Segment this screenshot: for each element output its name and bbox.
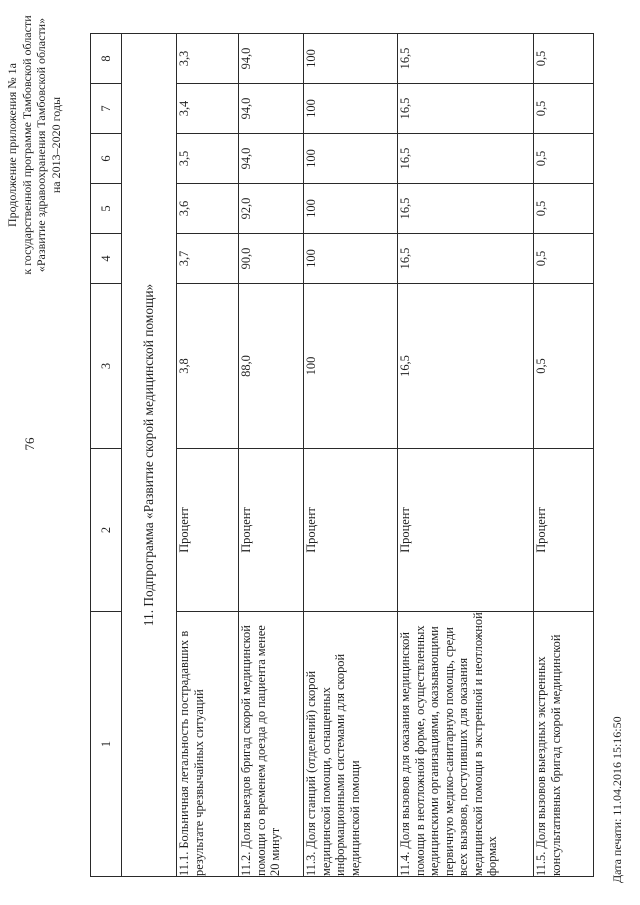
value-cell: 16,5: [398, 34, 534, 84]
column-number: 6: [91, 134, 122, 184]
unit-cell: Процент: [398, 449, 534, 612]
value-cell: 90,0: [239, 234, 304, 284]
value-cell: 88,0: [239, 284, 304, 449]
page-number: 76: [22, 437, 37, 451]
appendix-line: на 2013–2020 годы: [48, 96, 63, 194]
column-number: 4: [91, 234, 122, 284]
indicator-cell: 11.2. Доля выездов бригад скорой медицинской помощи со временем доезда до пациента менее 20 минут: [239, 612, 304, 877]
indicators-table: [90, 33, 594, 877]
value-cell: 94,0: [239, 84, 304, 134]
value-cell: 100: [304, 84, 398, 134]
value-cell: 100: [304, 184, 398, 234]
column-number-row: [91, 34, 122, 877]
value-cell: 16,5: [398, 134, 534, 184]
table-row: [398, 34, 534, 877]
column-number: 1: [91, 612, 122, 877]
value-cell: 3,5: [177, 134, 239, 184]
value-cell: 3,3: [177, 34, 239, 84]
unit-cell: Процент: [304, 449, 398, 612]
indicator-cell: 11.4. Доля вызовов для оказания медицинской помощи в неотложной форме, осуществленных медицинскими организациями, оказывающими первичную медико-санитарную помощь, среди всех вызовов, поступивших для оказания медицинской помощи в экстренной и неотложной формах: [398, 612, 534, 877]
section-row: [122, 34, 177, 877]
value-cell: 16,5: [398, 284, 534, 449]
indicator-cell: 11.3. Доля станций (отделений) скорой медицинской помощи, оснащенных информационными системами для скорой медицинской помощи: [304, 612, 398, 877]
value-cell: 94,0: [239, 34, 304, 84]
table-row: [177, 34, 239, 877]
value-cell: 3,8: [177, 284, 239, 449]
value-cell: 0,5: [534, 34, 594, 84]
value-cell: 16,5: [398, 184, 534, 234]
value-cell: 0,5: [534, 134, 594, 184]
value-cell: 0,5: [534, 184, 594, 234]
unit-cell: Процент: [534, 449, 594, 612]
value-cell: 0,5: [534, 284, 594, 449]
value-cell: 3,7: [177, 234, 239, 284]
value-cell: 100: [304, 234, 398, 284]
unit-cell: Процент: [239, 449, 304, 612]
column-number: 2: [91, 449, 122, 612]
appendix-line: к государственной программе Тамбовской области: [19, 15, 34, 275]
value-cell: 100: [304, 284, 398, 449]
table-row: [239, 34, 304, 877]
print-date: Дата печати: 11.04.2016 15:16:50: [610, 716, 624, 883]
table-row: [534, 34, 594, 877]
value-cell: 3,6: [177, 184, 239, 234]
value-cell: 0,5: [534, 234, 594, 284]
value-cell: 0,5: [534, 84, 594, 134]
column-number: 7: [91, 84, 122, 134]
table-row: [304, 34, 398, 877]
value-cell: 16,5: [398, 234, 534, 284]
column-number: 5: [91, 184, 122, 234]
value-cell: 100: [304, 134, 398, 184]
indicator-cell: 11.5. Доля вызовов выездных экстренных консультативных бригад скорой медицинской: [534, 612, 594, 877]
value-cell: 16,5: [398, 84, 534, 134]
appendix-header: [5, 5, 63, 285]
section-title: 11. Подпрограмма «Развитие скорой медицинской помощи»: [122, 34, 177, 877]
value-cell: 100: [304, 34, 398, 84]
column-number: 3: [91, 284, 122, 449]
indicator-cell: 11.1. Больничная летальность пострадавших в результате чрезвычайных ситуаций: [177, 612, 239, 877]
appendix-line: Продолжение приложения № 1а: [5, 63, 19, 228]
value-cell: 94,0: [239, 134, 304, 184]
value-cell: 92,0: [239, 184, 304, 234]
value-cell: 3,4: [177, 84, 239, 134]
unit-cell: Процент: [177, 449, 239, 612]
column-number: 8: [91, 34, 122, 84]
appendix-line: «Развитие здравоохранения Тамбовской области»: [34, 17, 48, 273]
